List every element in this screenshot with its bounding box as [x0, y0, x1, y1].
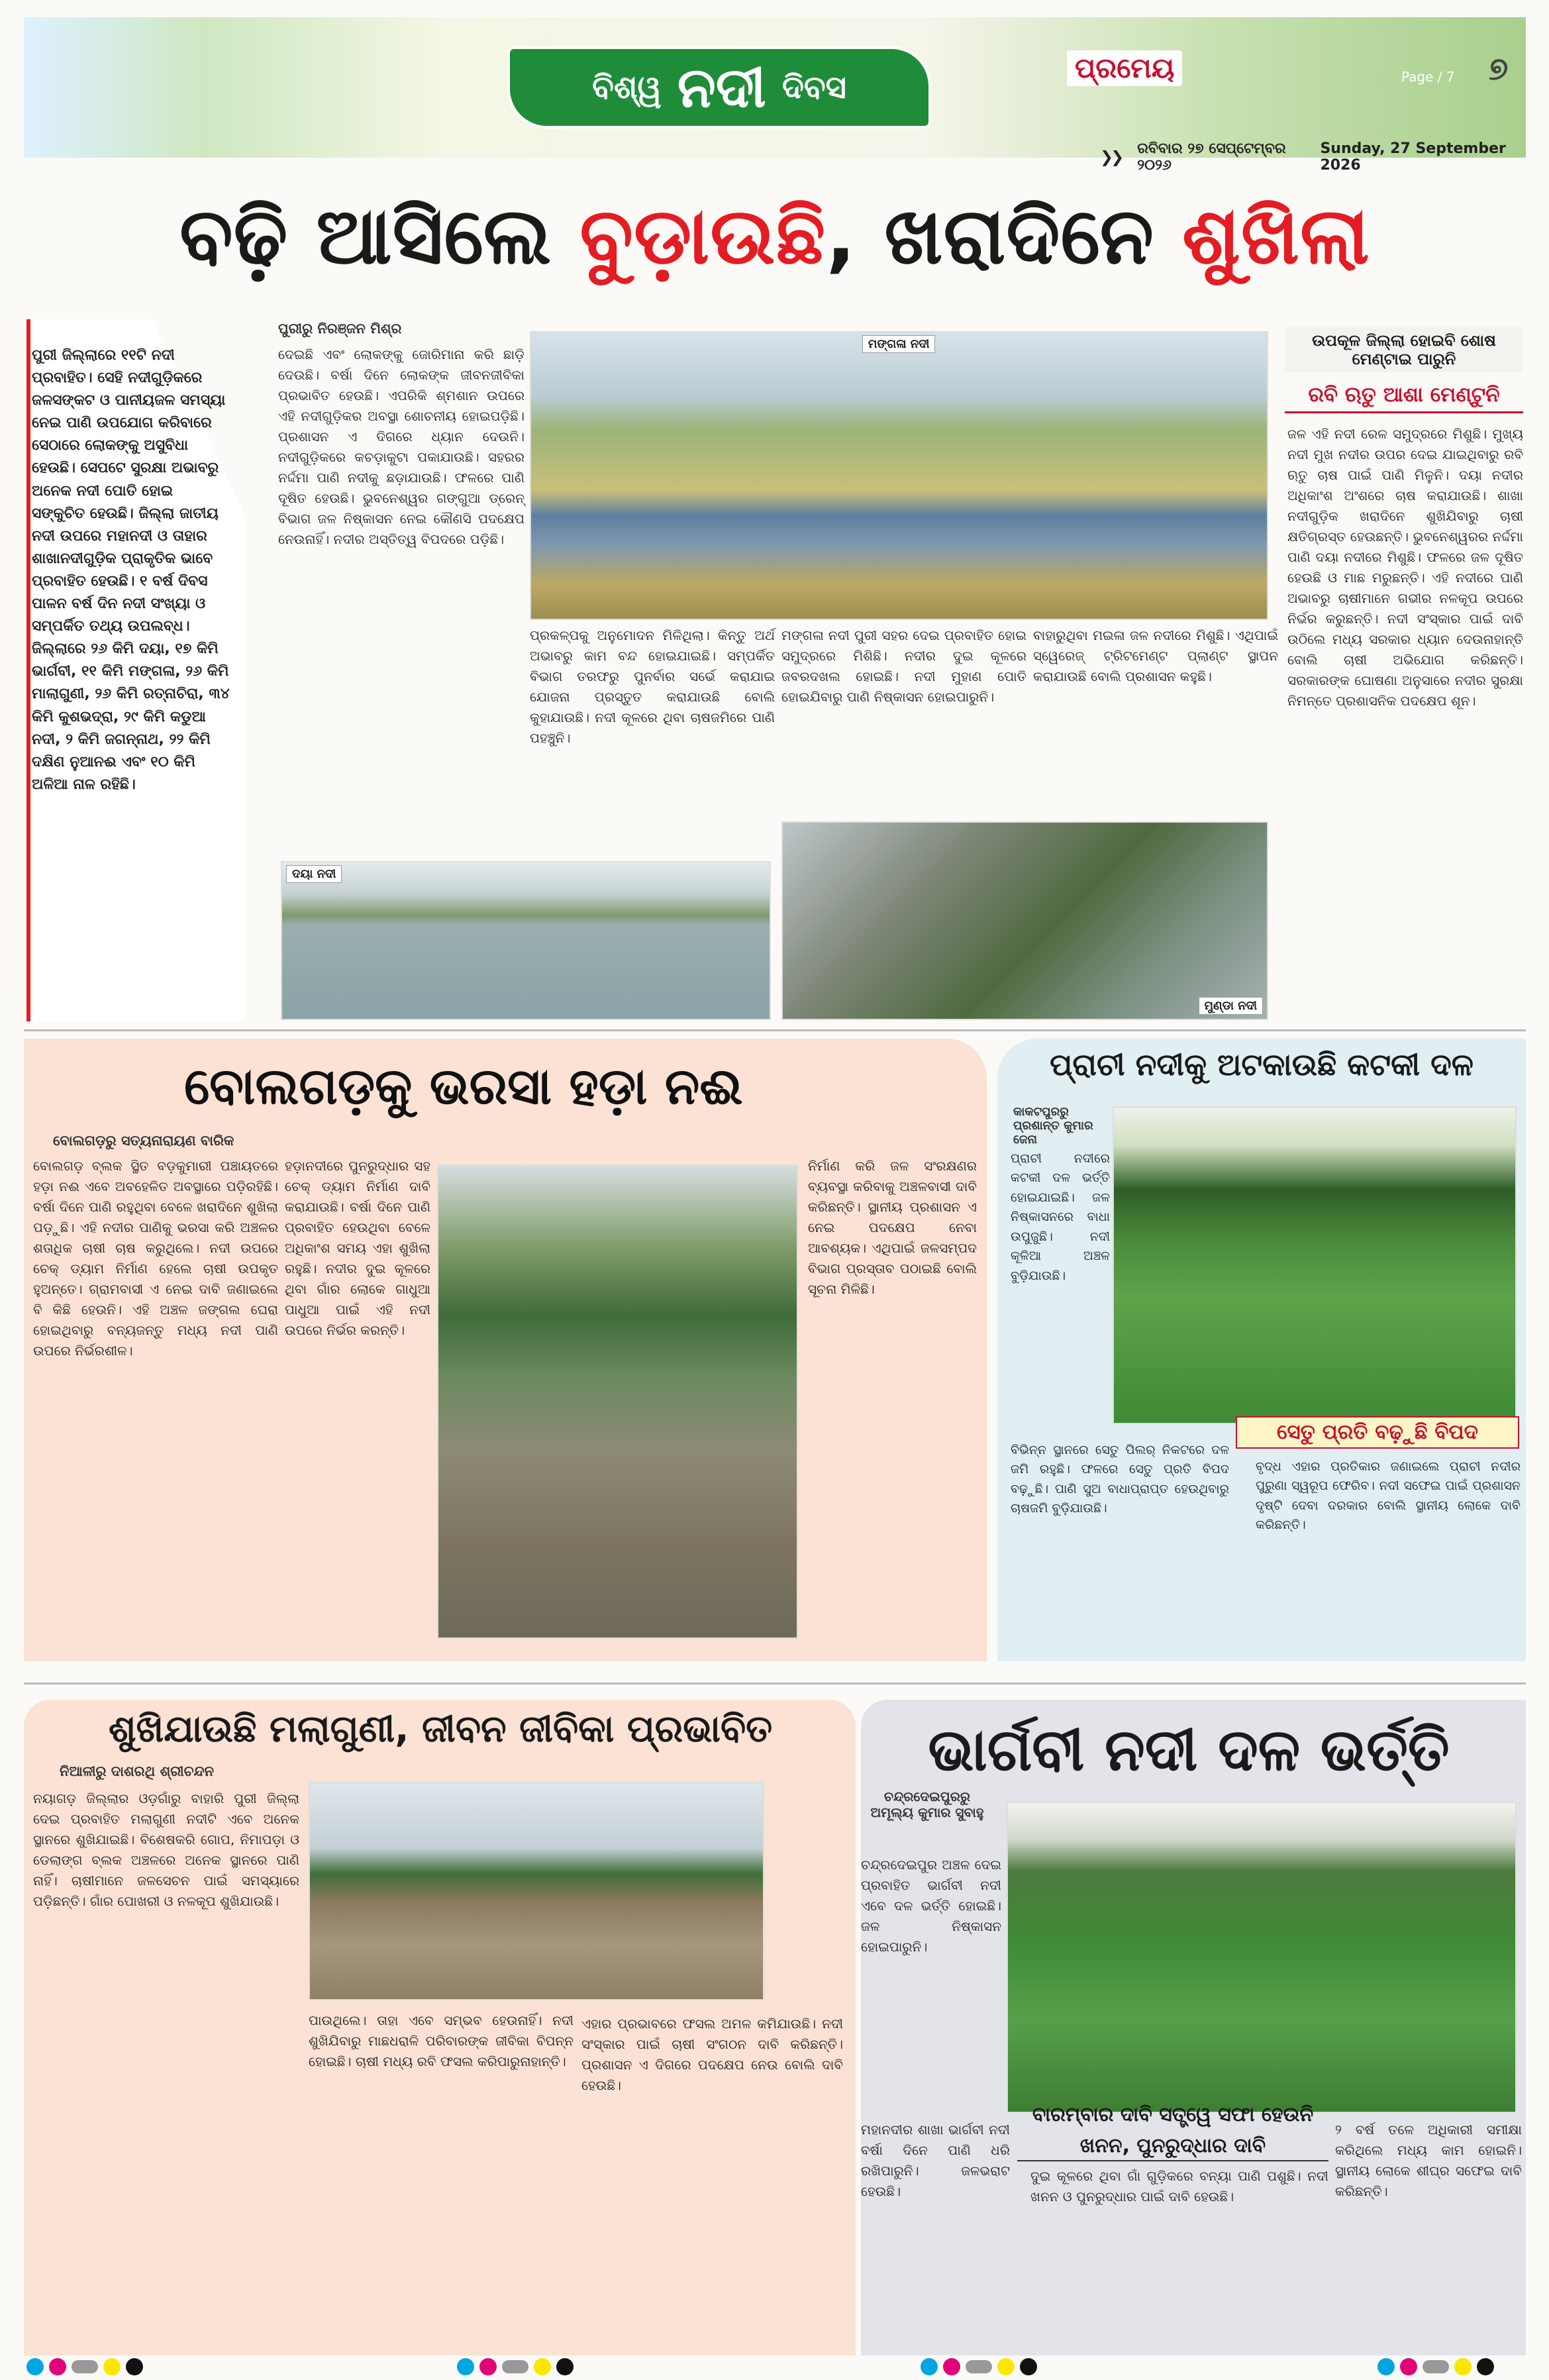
magenta-mark	[479, 2358, 497, 2375]
story-title: ରବି ଋତୁ ଆଶା ମେଣ୍ଟୁନି	[1285, 383, 1523, 413]
gray-mark	[1423, 2360, 1449, 2373]
masthead-word-1: ବିଶ୍ୱ	[592, 68, 662, 106]
registration-marks	[457, 2358, 574, 2375]
story-kicker: ଉପକୂଳ ଜିଲ୍ଲା ହୋଇବି ଶୋଷ ମେଣ୍ଟାଇ ପାରୁନି	[1285, 327, 1523, 372]
photo-caption: ଦୟା ନଦୀ	[286, 865, 342, 883]
yellow-mark	[1454, 2358, 1472, 2375]
story-column: ବିଭିନ୍ନ ସ୍ଥାନରେ ସେତୁ ପିଲର୍ ନିକଟରେ ଦଳ ଜମି ରହୁଛି। ଫଳରେ ସେତୁ ପ୍ରତି ବିପଦ ବଢ଼ୁଛି। ପାଣି ସୁଅ ବାଧାପ୍ରାପ୍ତ ହେଉଥିବାରୁ ଚାଷଜମି ବୁଡ଼ିଯାଉଛି।	[1011, 1443, 1229, 1516]
page-label: Page / 7	[1401, 69, 1455, 85]
river-photo	[309, 1782, 764, 2000]
story-column: ମହାନଦୀର ଶାଖା ଭାର୍ଗବୀ ନଦୀ ବର୍ଷା ଦିନେ ପାଣି ଧରି ରଖିପାରୁନି। ଜଳଭରାଟ ହେଉଛି।	[861, 2122, 1010, 2199]
story-body: ଜଳ ଏହି ନଦୀ ରେଳ ସମୁଦ୍ରରେ ମିଶୁଛି। ମୁଖ୍ୟ ନଦୀ ମୁଖ ନଦୀର ଉପର ଦେଇ ଯାଇଥିବାରୁ ରବି ଋତୁ ଚାଷ ପାଇଁ ପାଣି ମିଳୁନି। ଦୟା ନଦୀର ଅଧିକାଂଶ ଅଂଶରେ ଚାଷ କରାଯାଉଛି। ଶାଖା ନଦୀଗୁଡ଼ିକ ଖରାଦିନେ ଶୁଖିଯିବାରୁ ଚାଷୀ କ୍ଷତିଗ୍ରସ୍ତ ହେଉଛନ୍ତି। ଭୁବନେଶ୍ୱରର ନର୍ଦ୍ଦମା ପାଣି ଦୟା ନଦୀରେ ମିଶୁଛି। ଫଳରେ ଜଳ ଦୂଷିତ ହେଉଛି ଓ ମାଛ ମରୁଛନ୍ତି। ଏହି ନଦୀରେ ପାଣି ଅଭାବରୁ ଚାଷୀମାନେ ଗଭୀର ନଳକୂପ ଉପରେ ନିର୍ଭର କରୁଛନ୍ତି। ନଦୀ ସଂସ୍କାର ପାଇଁ ଦାବି ଉଠିଲେ ମଧ୍ୟ ସରକାର ଧ୍ୟାନ ଦେଉନାହାନ୍ତି ବୋଲି ଚାଷୀ ଅଭିଯୋଗ କରିଛନ୍ତି। ସରକାରଙ୍କ ଘୋଷଣା ଅନୁସାରେ ନଦୀର ସୁରକ୍ଷା ନିମନ୍ତେ ପ୍ରଶାସନିକ ପଦକ୍ଷେପ ଶୂନ।	[1287, 426, 1523, 709]
page-number: ୭	[1489, 50, 1509, 87]
black-mark	[1020, 2358, 1037, 2375]
weed-photo	[1007, 1802, 1517, 2113]
headline-part-4: ଶୁଖିଲା	[1182, 190, 1370, 282]
story-title: ବୋଲଗଡ଼କୁ ଭରସା ହଡ଼ା ନଈ	[184, 1057, 743, 1115]
headline-part-1: ବଢ଼ି ଆସିଲେ	[179, 190, 580, 282]
byline: ପୁରୀରୁ ନିରଞ୍ଜନ ମିଶ୍ର	[278, 321, 402, 336]
story-column: ବୃଦ୍ଧ ଏହାର ପ୍ରତିକାର ଜଣାଇଲେ ପ୍ରାଚୀ ନଦୀର ପୁରୁଣା ସ୍ୱରୂପ ଫେରିବ। ନଦୀ ସଫେଇ ପାଇଁ ପ୍ରଶାସନ ଦୃଷ୍ଟି ଦେବା ଦରକାର ବୋଲି ସ୍ଥାନୀୟ ଲୋକେ ଦାବି କରିଛନ୍ତି।	[1256, 1459, 1521, 1533]
river-photo	[281, 861, 771, 1020]
dateline	[1100, 140, 1526, 174]
story-column: ହଡ଼ାନଦୀରେ ପୁନରୁଦ୍ଧାର ସହ ଚେକ୍ ଡ୍ୟାମ ନିର୍ମାଣ ଦାବି କରାଯାଉଛି। ବର୍ଷା ଦିନେ ପାଣି ପ୍ରବାହିତ ହେଉଥିବା ବେଳେ ଅଧିକାଂଶ ସମୟ ଏହା ଶୁଖିଲା ରହୁଛି। ନଦୀର ଦୁଇ କୂଳରେ ଥିବା ଗାଁର ଲୋକେ ଗାଧୁଆ ପାଧୁଆ ପାଇଁ ଏହି ନଦୀ ଉପରେ ନିର୍ଭର କରନ୍ତି।	[285, 1158, 430, 1338]
cyan-mark	[921, 2358, 938, 2375]
yellow-mark	[103, 2358, 121, 2375]
photo-caption: ମଙ୍ଗଳା ନଦୀ	[862, 335, 935, 353]
cyan-mark	[457, 2358, 474, 2375]
story-column: ଏହାର ପ୍ରଭାବରେ ଫସଲ ଅମଳ କମିଯାଉଛି। ନଦୀ ସଂସ୍କାର ପାଇଁ ଚାଷୀ ସଂଗଠନ ଦାବି କରିଛନ୍ତି। ପ୍ରଶାସନ ଏ ଦିଗରେ ପଦକ୍ଷେପ ନେଉ ବୋଲି ଦାବି ହେଉଛି।	[581, 2016, 843, 2093]
byline: ବୋଲଗଡ଼ରୁ ସତ୍ୟନାରାୟଣ ବାରିକ	[53, 1133, 234, 1149]
cyan-mark	[1377, 2358, 1395, 2375]
story-column: ବୋଲଗଡ଼ ବ୍ଲକ ସ୍ଥିତ ବଡ଼କୁମାରୀ ପଞ୍ଚାୟତରେ ହଡ଼ା ନଈ ଏବେ ଅବହେଳିତ ଅବସ୍ଥାରେ ପଡ଼ିରହିଛି। ବର୍ଷା ଦିନେ ପାଣି ରହୁଥିବା ବେଳେ ଖରାଦିନେ ଶୁଖିଲା ପଡ଼ୁଛି। ଏହି ନଦୀର ପାଣିକୁ ଭରସା କରି ଅଞ୍ଚଳର ଶତାଧିକ ଚାଷୀ ଚାଷ କରୁଥିଲେ। ନଦୀ ଉପରେ ଚେକ୍ ଡ୍ୟାମ ନିର୍ମାଣ ହେଲେ ଚାଷୀ ଉପକୃତ ହୁଅନ୍ତେ। ଗ୍ରାମବାସୀ ଏ ନେଇ ଦାବି ଜଣାଇଲେ ବି କିଛି ହେଉନି। ଏହି ଅଞ୍ଚଳ ଜଙ୍ଗଲ ଘେରା ହୋଇଥିବାରୁ ବନ୍ୟଜନ୍ତୁ ମଧ୍ୟ ନଦୀ ପାଣି ଉପରେ ନିର୍ଭରଶୀଳ।	[33, 1158, 278, 1359]
photo-image	[438, 1166, 797, 1637]
page-header	[24, 17, 1526, 174]
black-mark	[1477, 2358, 1494, 2375]
registration-marks	[1377, 2358, 1494, 2375]
yellow-mark	[534, 2358, 551, 2375]
magenta-mark	[49, 2358, 66, 2375]
cyan-mark	[26, 2358, 44, 2375]
byline: କାକଟପୁରରୁ ପ୍ରଶାନ୍ତ କୁମାର ଜେନା	[1013, 1105, 1093, 1147]
story-title: ଶୁଖିଯାଉଛି ମଲାଗୁଣୀ, ଜୀବନ ଜୀବିକା ପ୍ରଭାବିତ	[108, 1708, 773, 1751]
main-headline	[24, 190, 1526, 282]
headline-part-3: , ଖରାଦିନେ	[826, 190, 1182, 282]
intro-text: ପୁରୀ ଜିଲ୍ଲାରେ ୧୧ଟି ନଦୀ ପ୍ରବାହିତ। ସେହି ନଦୀଗୁଡ଼ିକରେ ଜଳସଙ୍କଟ ଓ ପାନୀୟଜଳ ସମସ୍ୟା ନେଇ ପାଣି ଉପଯୋଗ କରିବାରେ ସେଠାରେ ଲୋକଙ୍କୁ ଅସୁବିଧା ହେଉଛି। ସେପଟେ ସୁରକ୍ଷା ଅଭାବରୁ ଅନେକ ନଦୀ ପୋତି ହୋଇ ସଙ୍କୁଚିତ ହେଉଛି। ଜିଲ୍ଲା ଜାତୀୟ ନଦୀ ଉପରେ ମହାନଦୀ ଓ ତାହାର ଶାଖାନଦୀଗୁଡ଼ିକ ପ୍ରାକୃତିକ ଭାବେ ପ୍ରବାହିତ ହେଉଛି। ୧ ବର୍ଷ ଦିବସ ପାଳନ ବର୍ଷ ଦିନ ନଦୀ ସଂଖ୍ୟା ଓ ସମ୍ପର୍କିତ ତଥ୍ୟ ଉପଲବ୍ଧ। ଜିଲ୍ଲାରେ ୨୬ କିମି ଦୟା, ୧୭ କିମି ଭାର୍ଗବୀ, ୧୧ କିମି ମଙ୍ଗଳା, ୨୬ କିମି ମାଲାଗୁଣୀ, ୨୬ କିମି ରତ୍ନାଚିରା, ୩୪ କିମି କୁଶଭଦ୍ରା, ୨୯ କିମି କଡୁଆ ନଦୀ, ୨ କିମି ଜଗନ୍ନାଥ, ୨୨ କିମି ଦକ୍ଷିଣ ନୁଆନଈ ଏବଂ ୧୦ କିମି ଅଳିଆ ନାଳ ରହିଛି।	[32, 347, 230, 793]
registration-marks	[26, 2358, 143, 2375]
magenta-mark	[943, 2358, 960, 2375]
river-photo	[530, 331, 1268, 620]
drain-photo	[781, 821, 1268, 1020]
byline: ନିଆଳୀରୁ ଦାଶରଥି ଶ୍ରୀଚନ୍ଦନ	[60, 1763, 214, 1779]
headline-part-2: ବୁଡ଼ାଉଛି	[579, 190, 826, 282]
newspaper-logo: ପ୍ରମେୟ	[1067, 50, 1182, 86]
gray-mark	[502, 2360, 528, 2373]
story-column: ବାହାରୁଥିବା ମଇଳା ଜଳ ନଦୀରେ ମିଶୁଛି। ଏଥିପାଇଁ ସ୍ୱେରେଜ୍ ଟ୍ରିଟମେଣ୍ଟ ପ୍ଲାଣ୍ଟ ସ୍ଥାପନ କରାଯାଉଛି ବୋଲି ପ୍ରଶାସନ କହୁଛି।	[1033, 627, 1278, 684]
story-column: ପ୍ରାଚୀ ନଦୀରେ କଟକୀ ଦଳ ଭର୍ତ୍ତି ହୋଇଯାଇଛି। ଜଳ ନିଷ୍କାସନରେ ବାଧା ଉପୁଜୁଛି। ନଦୀ କୂଳିଆ ଅଞ୍ଚଳ ବୁଡ଼ିଯାଉଛି।	[1011, 1151, 1110, 1283]
river-photo	[437, 1164, 798, 1639]
gray-mark	[72, 2360, 98, 2373]
black-mark	[556, 2358, 574, 2375]
story-column: ନୟାଗଡ଼ ଜିଲ୍ଲାର ଓଡ଼ଗାଁରୁ ବାହାରି ପୁରୀ ଜିଲ୍ଲା ଦେଇ ପ୍ରବାହିତ ମଲାଗୁଣୀ ନଦୀଟି ଏବେ ଅନେକ ସ୍ଥାନରେ ଶୁଖିଯାଇଛି। ବିଶେଷକରି ଗୋପ, ନିମାପଡ଼ା ଓ ଡେଲାଙ୍ଗ ବ୍ଲକ ଅଞ୍ଚଳରେ ଅନେକ ସ୍ଥାନରେ ପାଣି ନାହିଁ। ଚାଷୀମାନେ ଜଳସେଚନ ପାଇଁ ସମସ୍ୟାରେ ପଡ଼ିଛନ୍ତି। ଗାଁର ପୋଖରୀ ଓ ନଳକୂପ ଶୁଖିଯାଉଛି।	[33, 1790, 299, 1909]
story-column: ନିର୍ମାଣ କରି ଜଳ ସଂରକ୍ଷଣର ବ୍ୟବସ୍ଥା କରିବାକୁ ଅଞ୍ଚଳବାସୀ ଦାବି କରିଛନ୍ତି। ସ୍ଥାନୀୟ ପ୍ରଶାସନ ଏ ନେଇ ପଦକ୍ଷେପ ନେବା ଆବଶ୍ୟକ। ଏଥିପାଇଁ ଜଳସମ୍ପଦ ବିଭାଗ ପ୍ରସ୍ତାବ ପଠାଇଛି ବୋଲି ସୂଚନା ମିଳିଛି।	[808, 1158, 977, 1297]
story-column: ଦୁଇ କୂଳରେ ଥିବା ଗାଁ ଗୁଡ଼ିକରେ ବନ୍ୟା ପାଣି ପଶୁଛି। ନଦୀ ଖନନ ଓ ପୁନରୁଦ୍ଧାର ପାଇଁ ଦାବି ହେଉଛି।	[1030, 2168, 1328, 2204]
registration-marks	[921, 2358, 1037, 2375]
story-column: ଦେଇଛି ଏବଂ ଲୋକଙ୍କୁ ଜୋରିମାନା କରି ଛାଡ଼ି ଦେଉଛି। ବର୍ଷା ଦିନେ ଲୋକଙ୍କ ଜୀବନଜୀବିକା ପ୍ରଭାବିତ ହେଉଛି। ଏପରିକି ଶ୍ମଶାନ ଉପରେ ଏହି ନଦୀଗୁଡ଼ିକର ଅବସ୍ଥା ଶୋଚନୀୟ ହୋଇପଡ଼ିଛି। ପ୍ରଶାସନ ଏ ଦିଗରେ ଧ୍ୟାନ ଦେଉନି। ନଦୀଗୁଡ଼ିକରେ କଚଡ଼ାକୁଟା ପକାଯାଉଛି। ସହରର ନର୍ଦ୍ଦମା ପାଣି ନଦୀକୁ ଛଡ଼ାଯାଉଛି। ଫଳରେ ପାଣି ଦୂଷିତ ହେଉଛି। ଭୁବନେଶ୍ୱର ଗଙ୍ଗୁଆ ଡ୍ରେନ୍ ବିଭାଗ ଜଳ ନିଷ୍କାସନ ନେଇ କୌଣସି ପଦକ୍ଷେପ ନେଉନାହିଁ। ନଦୀର ଅସ୍ତିତ୍ୱ ବିପଦରେ ପଡ଼ିଛି।	[278, 346, 525, 547]
masthead	[507, 46, 931, 129]
byline: ଚନ୍ଦ୍ରଦେଇପୁରରୁ ଅମୂଲ୍ୟ କୁମାର ସୁବାହୁ	[870, 1788, 984, 1820]
date-english: Sunday, 27 September 2026	[1320, 140, 1506, 174]
yellow-mark	[997, 2358, 1015, 2375]
subheading: ଖନନ, ପୁନରୁଦ୍ଧାର ଦାବି	[1017, 2134, 1328, 2161]
double-arrow-icon: ❯❯	[1100, 148, 1122, 166]
gray-mark	[966, 2360, 992, 2373]
black-mark	[126, 2358, 143, 2375]
photo-caption: ମୁଣ୍ଡା ନଦୀ	[1199, 997, 1264, 1015]
divider	[24, 1682, 1526, 1684]
subheading: ସେତୁ ପ୍ରତି ବଢ଼ୁଛି ବିପଦ	[1236, 1416, 1519, 1449]
story-title: ଭାର୍ଗବୀ ନଦୀ ଦଳ ଭର୍ତ୍ତି	[928, 1716, 1450, 1784]
story-title: ପ୍ରାଚୀ ନଦୀକୁ ଅଟକାଉଛି କଟକୀ ଦଳ	[1049, 1047, 1474, 1082]
story-column: ପ୍ରକଳ୍ପକୁ ଅନୁମୋଦନ ମିଳିଥିଲା। କିନ୍ତୁ ଅର୍ଥ ଅଭାବରୁ କାମ ବନ୍ଦ ହୋଇଯାଇଛି। ସମ୍ପର୍କିତ ବିଭାଗ ତରଫରୁ ପୁନର୍ବାର ସର୍ଭେ କରାଯାଇ ଯୋଜନା ପ୍ରସ୍ତୁତ କରାଯାଉଛି ବୋଲି କୁହାଯାଉଛି। ନଦୀ କୂଳରେ ଥିବା ଚାଷଜମିରେ ପାଣି ପହଞ୍ଚୁନି।	[530, 627, 775, 746]
weed-photo	[1113, 1106, 1517, 1424]
story-column: ୨ ବର୍ଷ ତଳେ ଅଧିକାରୀ ସମୀକ୍ଷା କରିଥିଲେ ମଧ୍ୟ କାମ ହୋଇନି। ସ୍ଥାନୀୟ ଲୋକେ ଶୀଘ୍ର ସଫେଇ ଦାବି କରିଛନ୍ତି।	[1335, 2122, 1522, 2199]
masthead-word-3: ଦିବସ	[781, 68, 846, 106]
story-column: ଚନ୍ଦ୍ରଦେଇପୁର ଅଞ୍ଚଳ ଦେଇ ପ୍ରବାହିତ ଭାର୍ଗବୀ ନଦୀ ଏବେ ଦଳ ଭର୍ତ୍ତି ହୋଇଛି। ଜଳ ନିଷ୍କାସନ ହୋଇପାରୁନି।	[861, 1857, 1001, 1955]
subheading: ବାରମ୍ବାର ଦାବି ସତ୍ତ୍ୱେ ସଫା ହେଉନି	[1032, 2103, 1314, 2126]
date-odia: ରବିବାର ୨୭ ସେପ୍ଟେମ୍ବର ୨୦୨୬	[1137, 140, 1286, 174]
story-column: ମଙ୍ଗଳା ନଦୀ ପୁରୀ ସହର ଦେଇ ପ୍ରବାହିତ ହୋଇ ସମୁଦ୍ରରେ ମିଶିଛି। ନଦୀର ଦୁଇ କୂଳରେ ଜବରଦଖଲ ହୋଇଛି। ନଦୀ ମୁହାଣ ପୋତି ହୋଇଯିବାରୁ ପାଣି ନିଷ୍କାସନ ହୋଇପାରୁନି।	[781, 627, 1026, 705]
divider	[24, 1029, 1526, 1031]
story-column: ପାଉଥିଲେ। ତାହା ଏବେ ସମ୍ଭବ ହେଉନାହିଁ। ନଦୀ ଶୁଖିଯିବାରୁ ମାଛଧରାଳି ପରିବାରଙ୍କ ଜୀବିକା ବିପନ୍ନ ହୋଇଛି। ଚାଷୀ ମଧ୍ୟ ରବି ଫସଲ କରିପାରୁନାହାନ୍ତି।	[309, 2012, 574, 2069]
magenta-mark	[1400, 2358, 1417, 2375]
masthead-word-2: ନଦୀ	[677, 54, 766, 120]
